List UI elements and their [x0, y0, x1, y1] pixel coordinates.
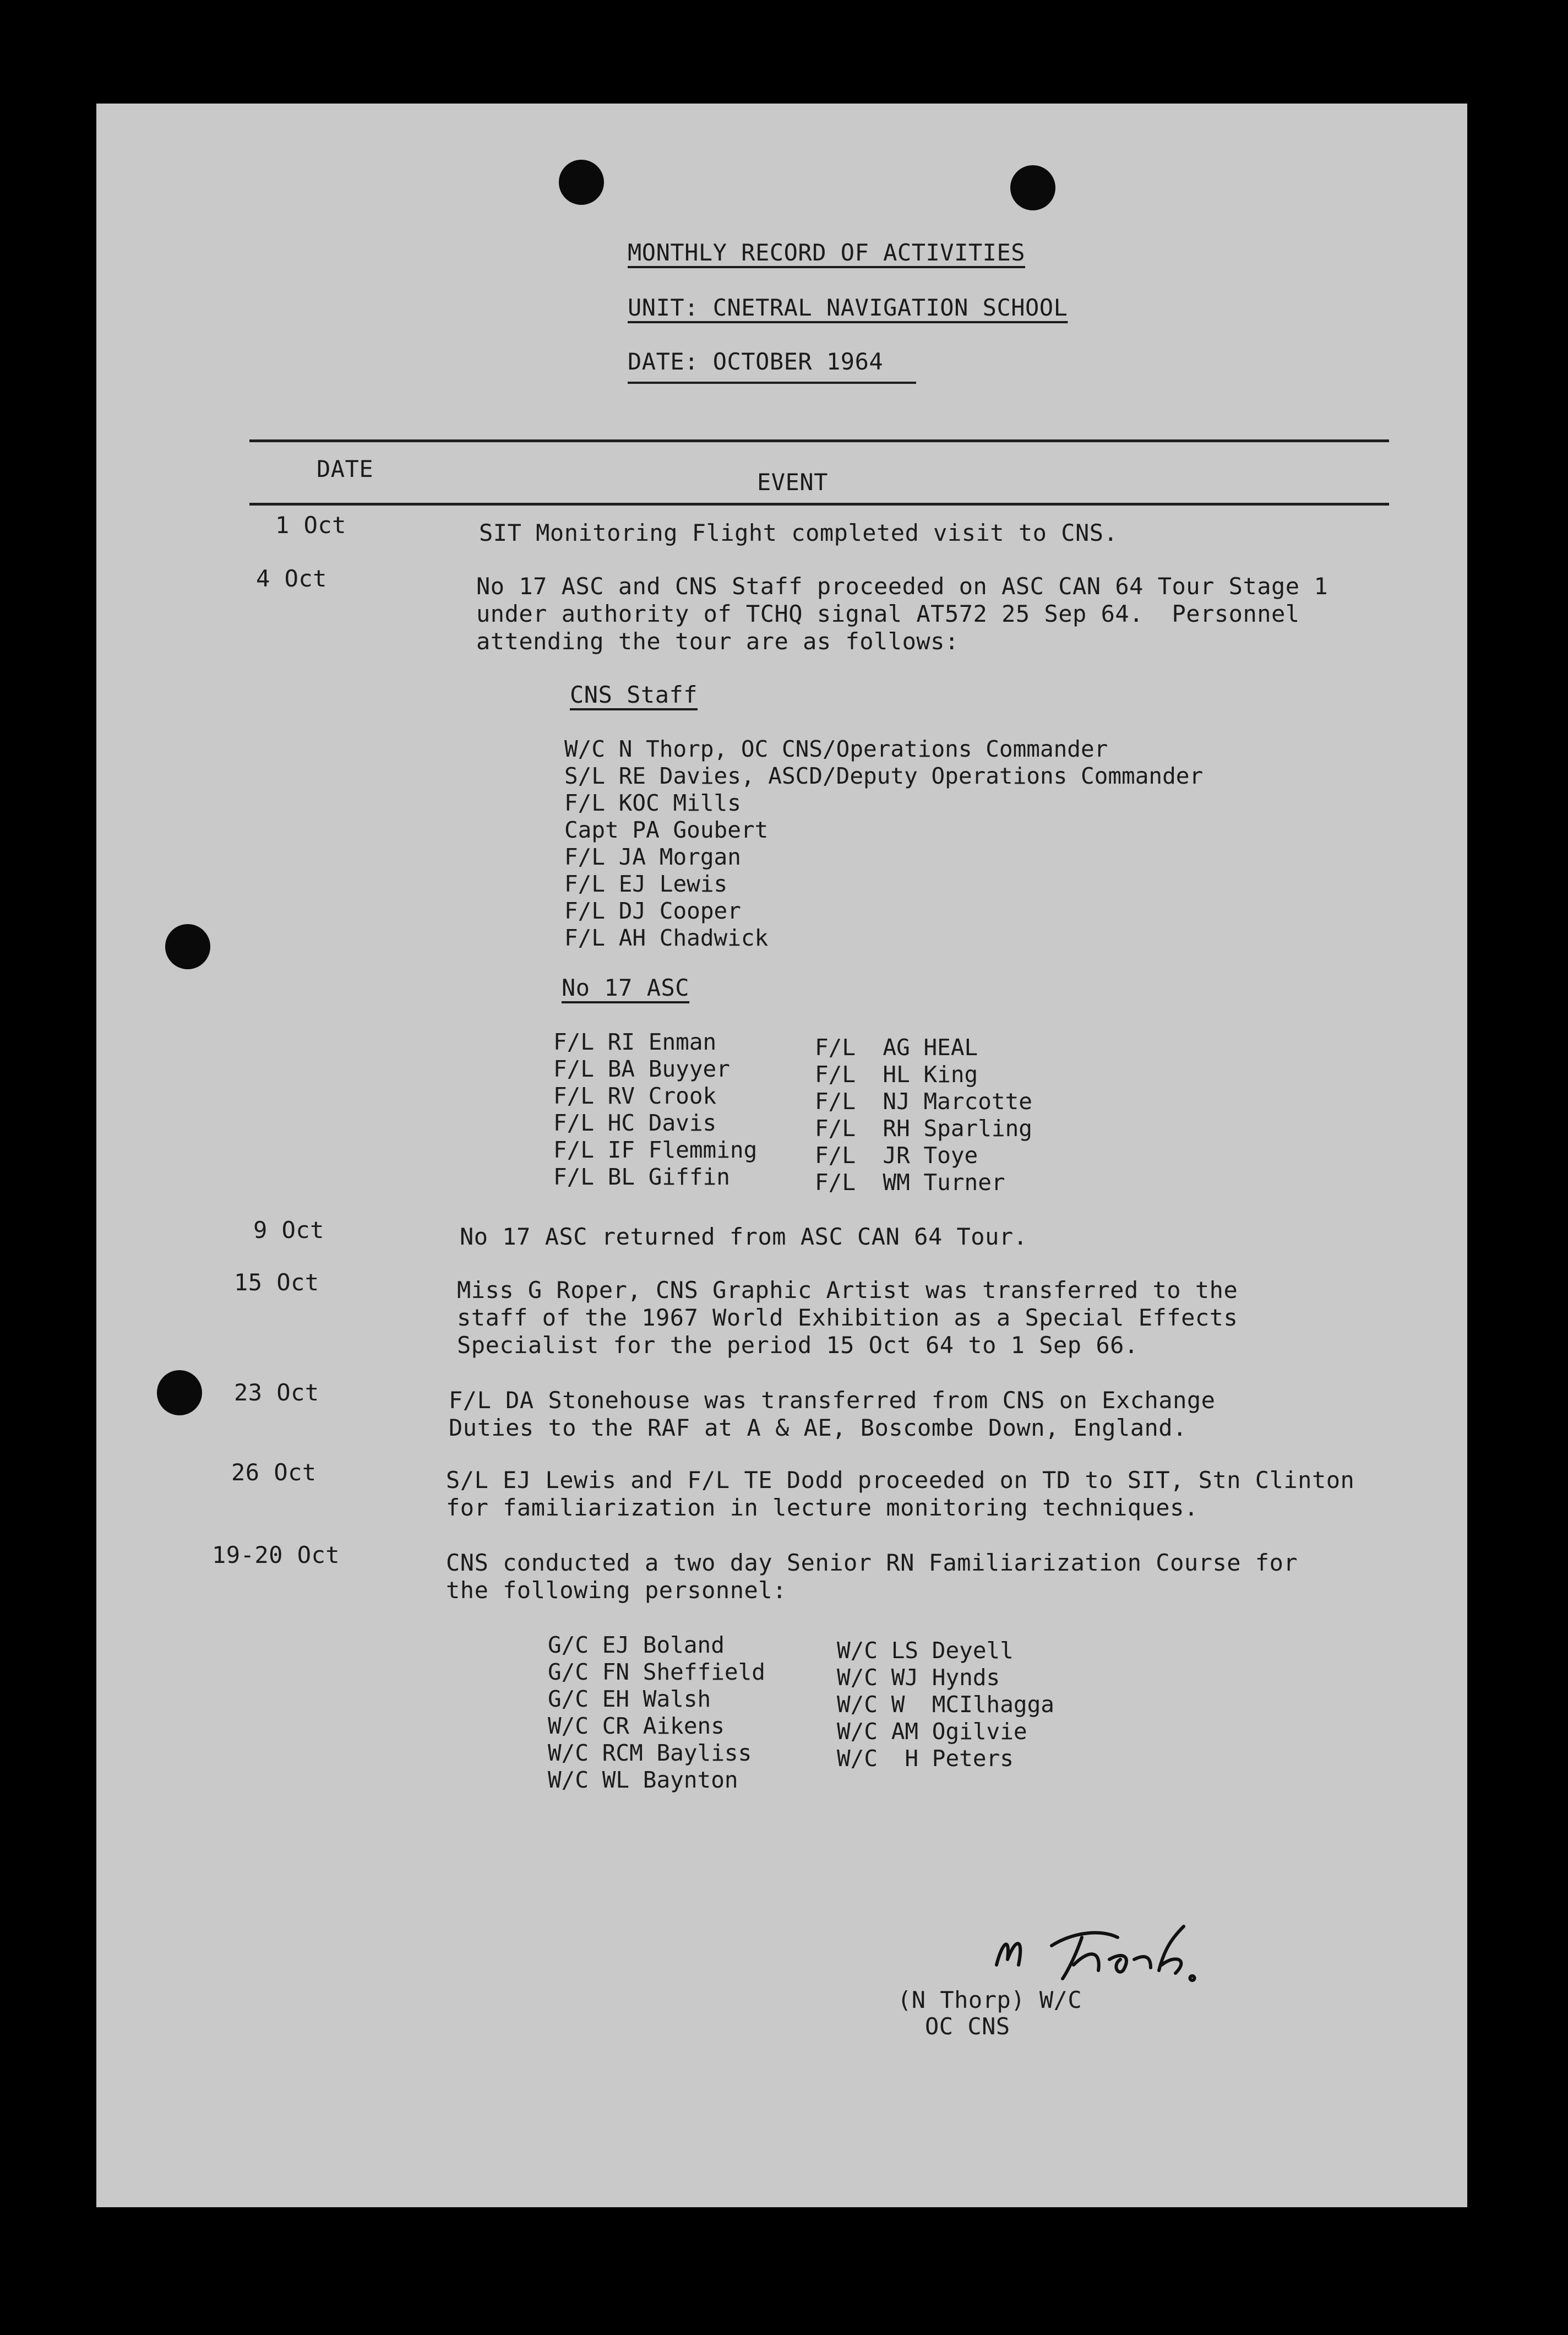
- punch-hole: [165, 924, 210, 969]
- entry-text: CNS conducted a two day Senior RN Familiarization Course for the following personnel:: [446, 1549, 1298, 1604]
- list-item: F/L DJ Cooper: [564, 898, 741, 924]
- list-item: W/C W MCIlhagga: [837, 1691, 1054, 1718]
- course-list-right: [837, 1637, 1054, 1772]
- document-page: [96, 104, 1467, 2207]
- cns-staff-heading: CNS Staff: [570, 681, 698, 708]
- entry-text: SIT Monitoring Flight completed visit to CNS.: [479, 519, 1118, 546]
- date-line: DATE: OCTOBER 1964: [628, 347, 916, 384]
- handwritten-signature: [986, 1904, 1228, 1987]
- entry-date: 23 Oct: [234, 1379, 319, 1406]
- list-item: F/L BL Giffin: [553, 1164, 730, 1190]
- event-column-header: EVENT: [757, 469, 828, 496]
- signatory-name: (N Thorp) W/C: [897, 1986, 1082, 2013]
- list-item: F/L JR Toye: [815, 1142, 978, 1169]
- list-item: W/C RCM Bayliss: [548, 1740, 752, 1766]
- asc17-list-right: [815, 1034, 1032, 1196]
- list-item: G/C EH Walsh: [548, 1686, 711, 1712]
- list-item: G/C FN Sheffield: [548, 1659, 765, 1685]
- list-item: W/C AM Ogilvie: [837, 1718, 1027, 1745]
- list-item: F/L AH Chadwick: [564, 925, 769, 951]
- list-item: W/C N Thorp, OC CNS/Operations Commander: [564, 736, 1108, 762]
- entry-text: F/L DA Stonehouse was transferred from CNS on Exchange Duties to the RAF at A & AE, Boscombe Down, England.: [449, 1387, 1216, 1441]
- signatory-title: OC CNS: [925, 2013, 1010, 2040]
- list-item: F/L HL King: [815, 1061, 978, 1088]
- course-list-left: [548, 1632, 765, 1794]
- list-item: F/L RV Crook: [553, 1083, 717, 1109]
- asc17-list-left: [553, 1029, 757, 1191]
- punch-hole: [1010, 165, 1055, 210]
- list-item: F/L KOC Mills: [564, 790, 741, 816]
- entry-text: S/L EJ Lewis and F/L TE Dodd proceeded on TD to SIT, Stn Clinton for familiarization in lecture monitoring techniques.: [446, 1467, 1355, 1521]
- entry-date: 4 Oct: [256, 565, 327, 592]
- list-item: F/L EJ Lewis: [564, 871, 728, 897]
- punch-hole: [559, 160, 604, 205]
- entry-date: 19-20 Oct: [212, 1541, 340, 1568]
- list-item: F/L NJ Marcotte: [815, 1088, 1032, 1115]
- entry-text: No 17 ASC and CNS Staff proceeded on ASC CAN 64 Tour Stage 1 under authority of TCHQ signal AT572 25 Sep 64. Personnel attending the tour are as follows:: [476, 573, 1329, 655]
- list-item: F/L IF Flemming: [553, 1137, 758, 1163]
- cns-staff-list: [564, 736, 1203, 952]
- list-item: F/L JA Morgan: [564, 844, 741, 870]
- list-item: W/C WL Baynton: [548, 1767, 738, 1793]
- list-item: F/L WM Turner: [815, 1169, 1005, 1196]
- entry-date: 26 Oct: [231, 1459, 317, 1486]
- entry-date: 15 Oct: [234, 1269, 319, 1296]
- asc17-heading: No 17 ASC: [562, 974, 690, 1001]
- entry-date: 1 Oct: [275, 512, 346, 539]
- list-item: W/C CR Aikens: [548, 1713, 725, 1739]
- list-item: Capt PA Goubert: [564, 817, 769, 843]
- list-item: F/L RH Sparling: [815, 1115, 1032, 1142]
- list-item: W/C LS Deyell: [837, 1637, 1014, 1664]
- document-title: MONTHLY RECORD OF ACTIVITIES: [628, 239, 1026, 266]
- unit-line: UNIT: CNETRAL NAVIGATION SCHOOL: [628, 294, 1068, 321]
- entry-text: Miss G Roper, CNS Graphic Artist was transferred to the staff of the 1967 World Exhibition as a Special Effects Specialist for the period 15 Oct 64 to 1 Sep 66.: [457, 1277, 1238, 1359]
- punch-hole: [157, 1370, 202, 1415]
- table-top-rule: [249, 439, 1389, 442]
- entry-date: 9 Oct: [253, 1217, 324, 1243]
- list-item: S/L RE Davies, ASCD/Deputy Operations Commander: [564, 763, 1204, 789]
- list-item: F/L BA Buyyer: [553, 1056, 730, 1082]
- table-header-rule: [249, 503, 1389, 506]
- date-column-header: DATE: [317, 455, 374, 482]
- list-item: F/L HC Davis: [553, 1110, 717, 1136]
- entry-text: No 17 ASC returned from ASC CAN 64 Tour.: [460, 1223, 1028, 1250]
- list-item: W/C WJ Hynds: [837, 1664, 1000, 1691]
- list-item: G/C EJ Boland: [548, 1632, 725, 1658]
- list-item: W/C H Peters: [837, 1745, 1014, 1772]
- list-item: F/L RI Enman: [553, 1029, 717, 1055]
- list-item: F/L AG HEAL: [815, 1034, 978, 1061]
